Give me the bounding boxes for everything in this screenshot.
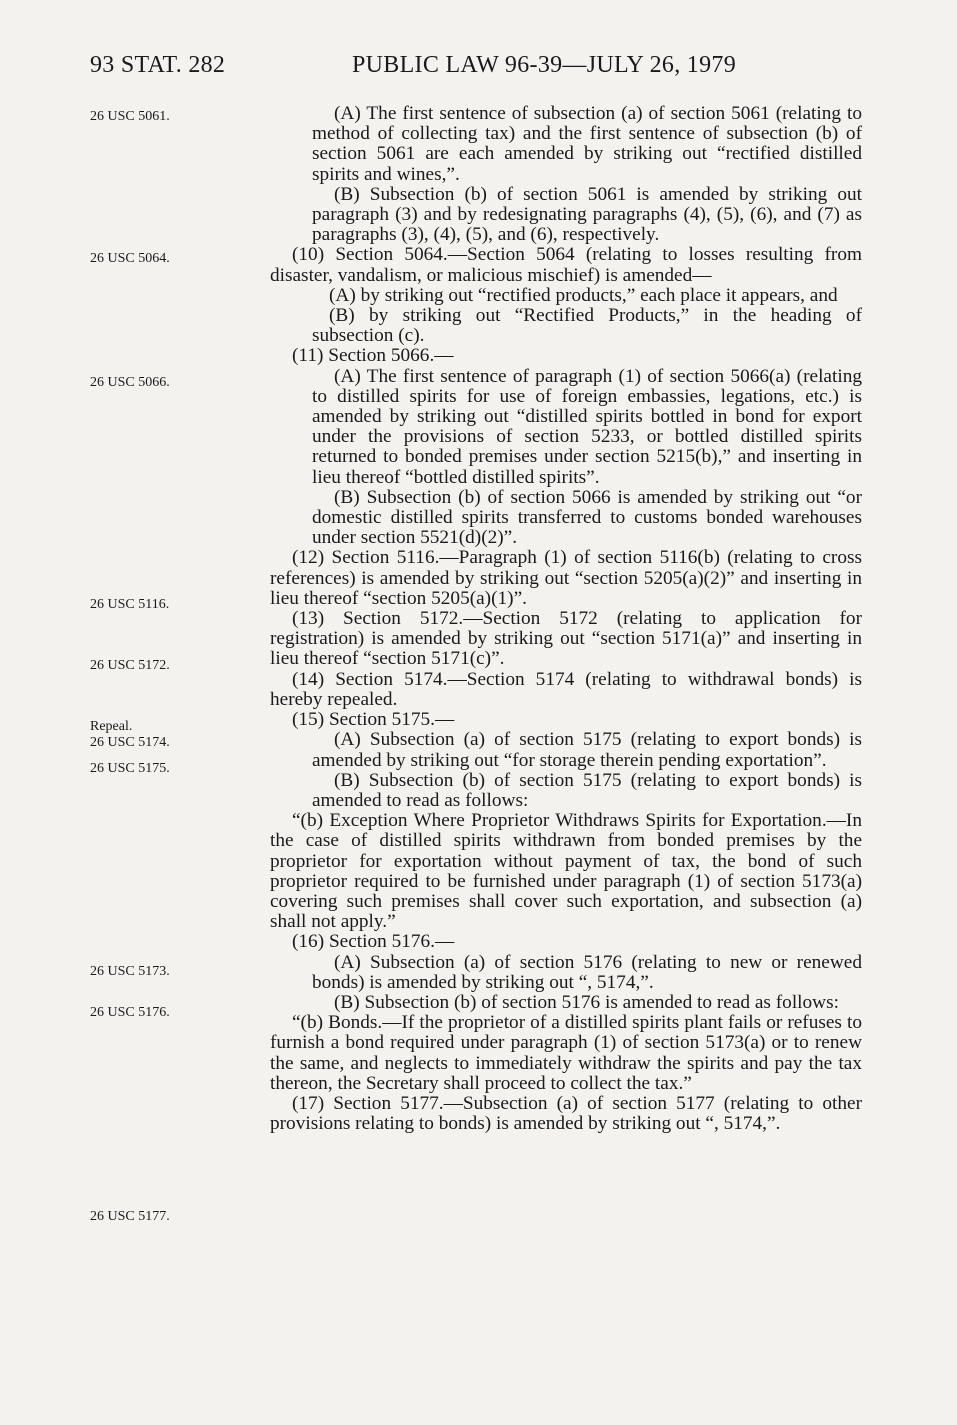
paragraph: (10) Section 5064.—Section 5064 (relating to losses resulting from disaster, vandalism, or malicious mischief) is amended—	[270, 244, 862, 286]
paragraph: (B) by striking out “Rectified Products,” in the heading of subsection (c).	[312, 305, 862, 347]
paragraph: (14) Section 5174.—Section 5174 (relating to withdrawal bonds) is hereby repealed.	[270, 668, 862, 710]
quoted-paragraph: “(b) Exception Where Proprietor Withdraws Spirits for Exportation.—In the case of distilled spirits withdrawn from bonded premises by the proprietor for exportation without payment of tax, the bond of such proprietor required to be furnished under paragraph (1) of section 5173(a) covering such premises shall cover such exportation, and subsection (a) shall not apply.”	[270, 810, 862, 933]
margin-note: 26 USC 5173.	[90, 964, 170, 979]
margin-note: 26 USC 5172.	[90, 658, 170, 673]
paragraph: (A) by striking out “rectified products,” each place it appears, and	[329, 284, 838, 306]
paragraph: (15) Section 5175.—	[292, 709, 455, 731]
running-title: PUBLIC LAW 96-39—JULY 26, 1979	[352, 52, 736, 78]
margin-note-repeal: Repeal.	[90, 719, 133, 734]
paragraph: (A) Subsection (a) of section 5175 (relating to export bonds) is amended by striking out “for storage therein pending exportation”.	[312, 729, 862, 771]
paragraph: (11) Section 5066.—	[292, 345, 454, 367]
paragraph: (16) Section 5176.—	[292, 931, 455, 953]
margin-note: 26 USC 5116.	[90, 597, 170, 612]
paragraph: (B) Subsection (b) of section 5066 is amended by striking out “or domestic distilled spirits transferred to customs bonded warehouses under section 5521(d)(2)”.	[312, 486, 862, 549]
margin-note: 26 USC 5177.	[90, 1209, 170, 1224]
page-reference: 93 STAT. 282	[90, 52, 226, 78]
margin-note: 26 USC 5061.	[90, 109, 170, 124]
body-text	[270, 104, 862, 1134]
paragraph: (17) Section 5177.—Subsection (a) of section 5177 (relating to other provisions relating to bonds) is amended by striking out “, 5174,”.	[270, 1092, 862, 1135]
paragraph: (A) Subsection (a) of section 5176 (relating to new or renewed bonds) is amended by striking out “, 5174,”.	[312, 951, 862, 993]
paragraph: (12) Section 5116.—Paragraph (1) of section 5116(b) (relating to cross references) is amended by striking out “section 5205(a)(2)” and inserting in lieu thereof “section 5205(a)(1)”.	[270, 547, 862, 609]
paragraph: (B) Subsection (b) of section 5176 is amended to read as follows:	[334, 991, 839, 1013]
paragraph: (B) Subsection (b) of section 5061 is amended by striking out paragraph (3) and by redesignating paragraphs (4), (5), (6), and (7) as paragraphs (3), (4), (5), and (6), respectively.	[312, 183, 862, 246]
margin-note: 26 USC 5176.	[90, 1005, 170, 1020]
paragraph: (13) Section 5172.—Section 5172 (relating to application for registration) is amended by striking out “section 5171(a)” and inserting in lieu thereof “section 5171(c)”.	[270, 608, 862, 670]
margin-note: 26 USC 5175.	[90, 761, 170, 776]
margin-note: 26 USC 5174.	[90, 735, 170, 750]
paragraph: (A) The first sentence of subsection (a) of section 5061 (relating to method of collecting tax) and the first sentence of subsection (b) of section 5061 are each amended by striking out “rectified distilled spirits and wines,”.	[312, 103, 862, 185]
paragraph: (A) The first sentence of paragraph (1) of section 5066(a) (relating to distilled spirits for use of foreign embassies, legations, etc.) is amended by striking out “distilled spirits bottled in bond for export under the provisions of section 5233, or bottled distilled spirits returned to bonded premises under section 5215(b),” and inserting in lieu thereof “bottled distilled spirits”.	[312, 365, 862, 488]
margin-note: 26 USC 5066.	[90, 375, 170, 390]
paragraph: (B) Subsection (b) of section 5175 (relating to export bonds) is amended to read as follows:	[312, 769, 862, 811]
quoted-paragraph: “(b) Bonds.—If the proprietor of a distilled spirits plant fails or refuses to furnish a bond required under paragraph (1) of section 5173(a) or to renew the same, and neglects to immediately withdraw the spirits and pay the tax thereon, the Secretary shall proceed to collect the tax.”	[270, 1012, 862, 1094]
margin-note: 26 USC 5064.	[90, 251, 170, 266]
